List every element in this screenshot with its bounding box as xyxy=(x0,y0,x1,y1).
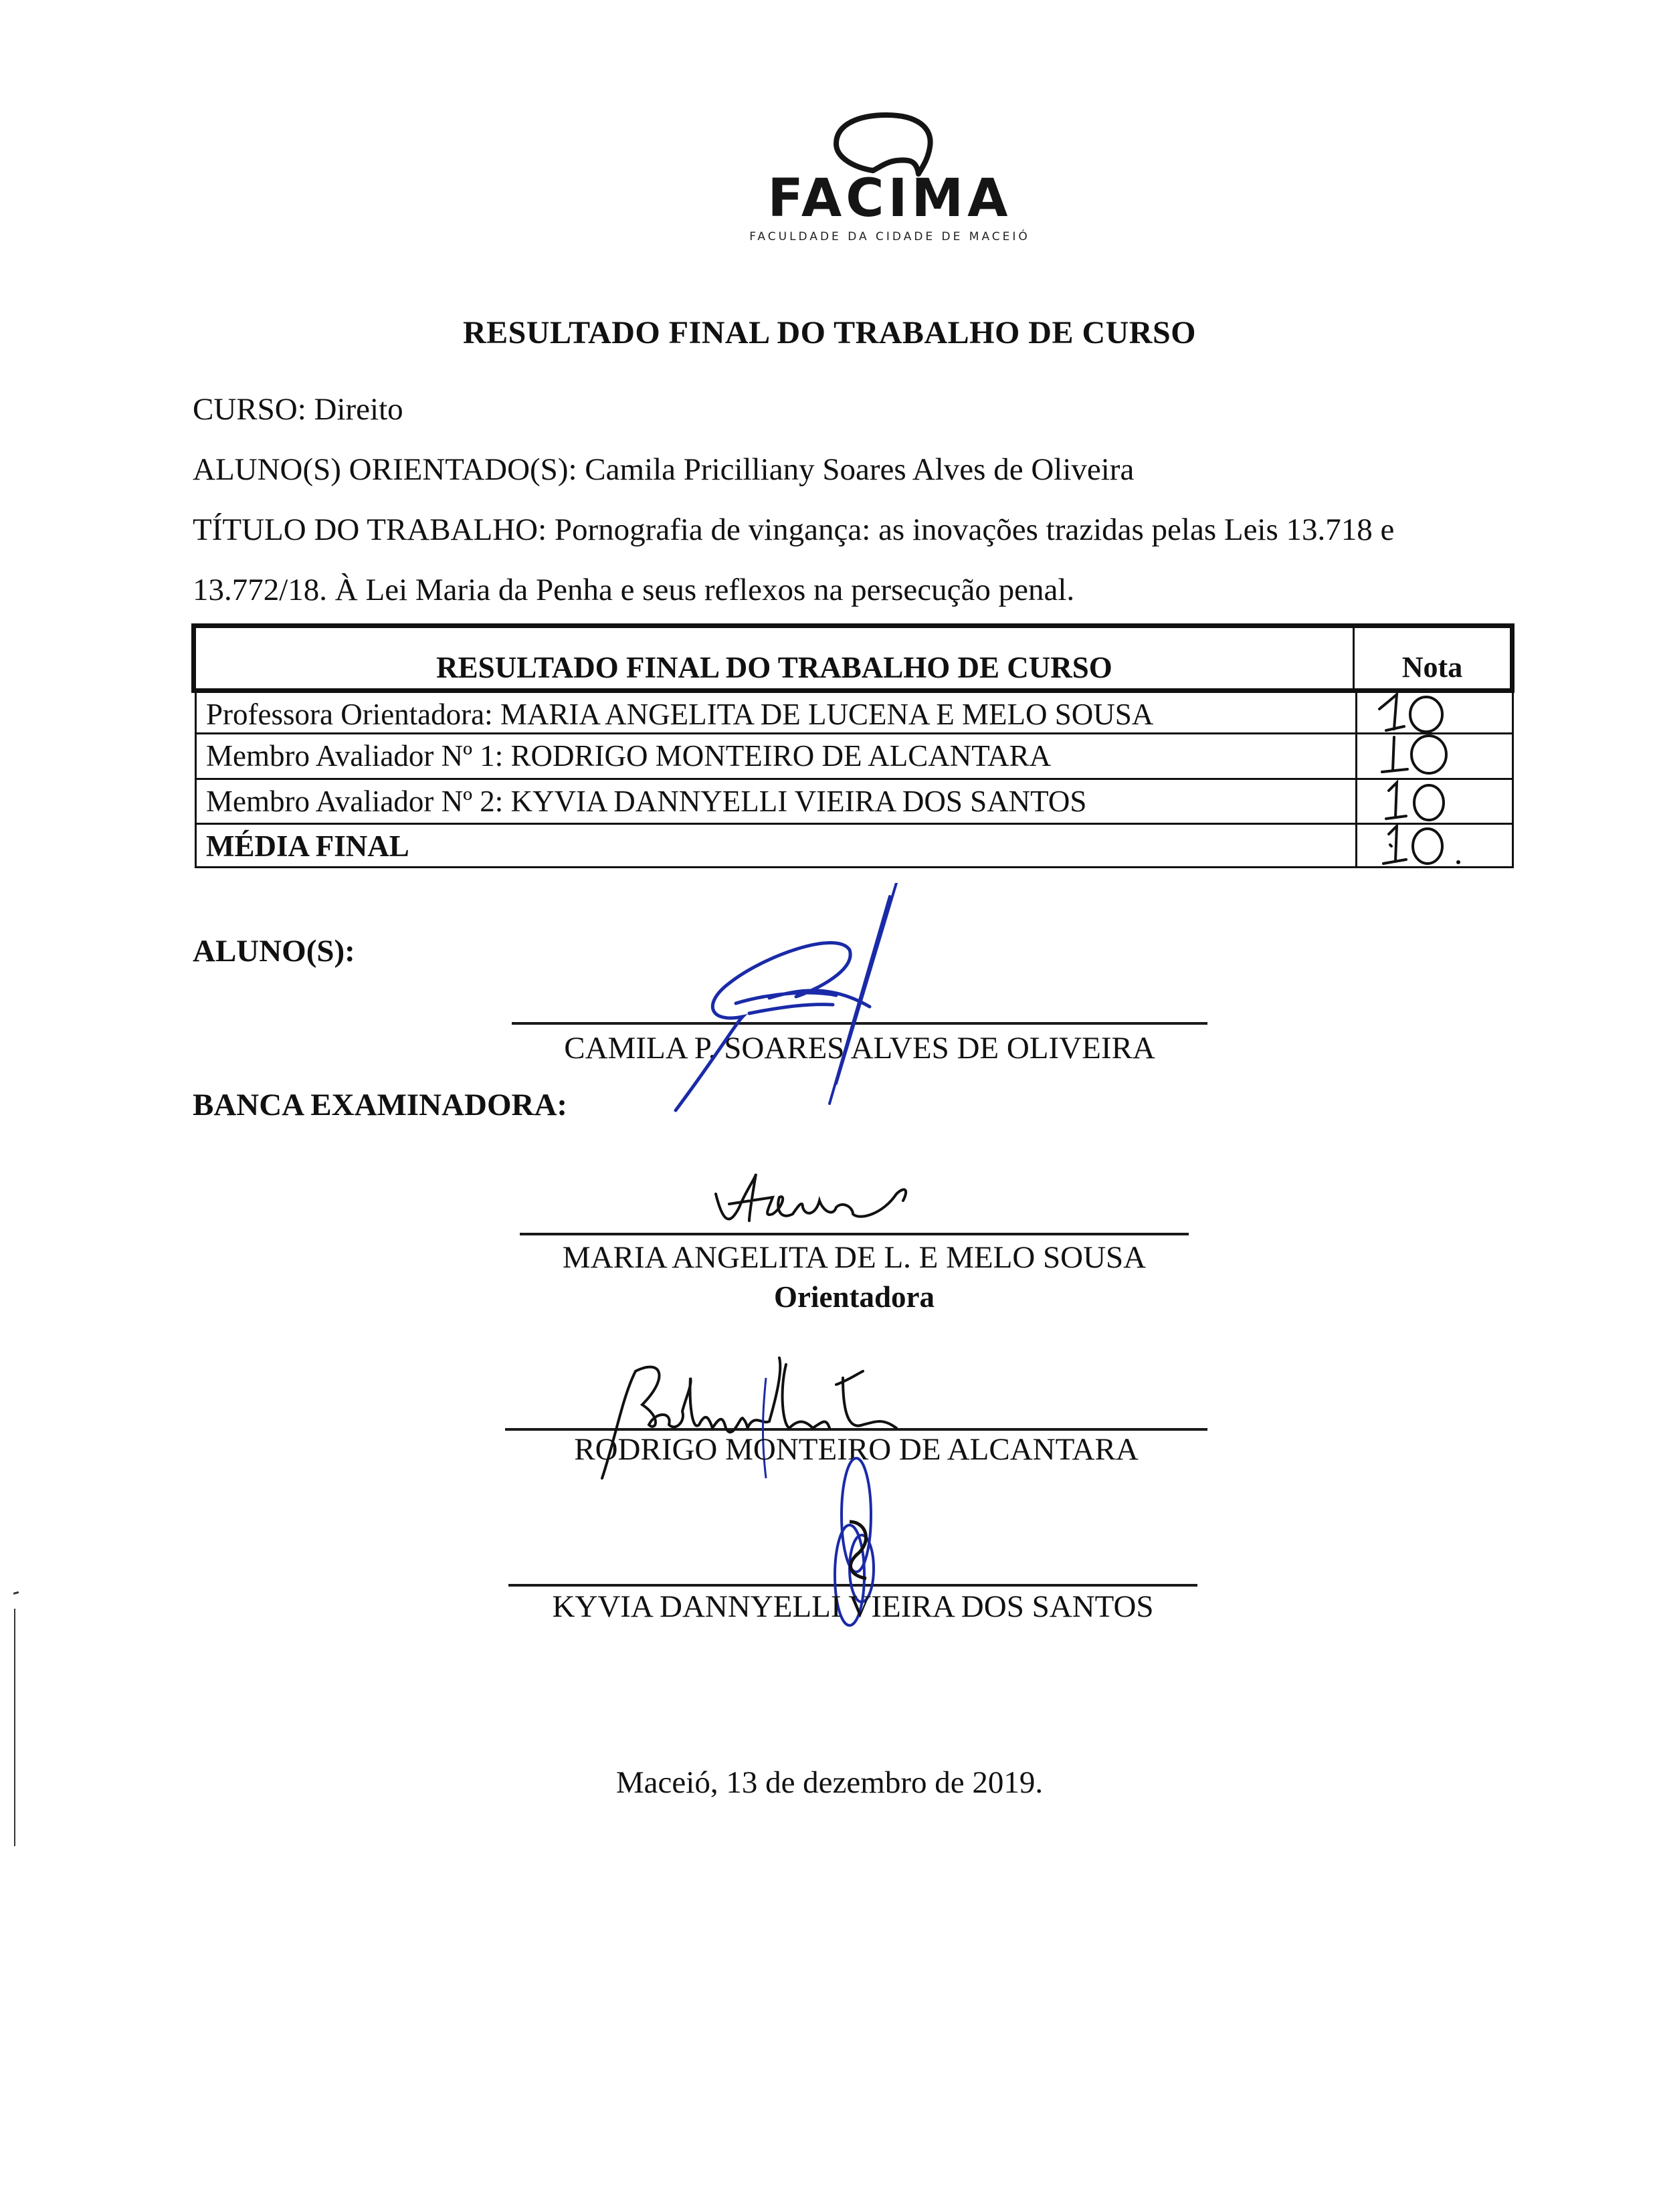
scan-artifact-mark xyxy=(13,1591,19,1595)
course-value: Direito xyxy=(314,392,403,427)
work-title-label: TÍTULO DO TRABALHO: xyxy=(193,512,547,547)
student-name: CAMILA P. SOARES ALVES DE OLIVEIRA xyxy=(564,1031,1155,1066)
course-label: CURSO: xyxy=(193,392,306,427)
course-line xyxy=(193,391,403,427)
table-row xyxy=(195,780,1514,825)
table-row xyxy=(195,734,1514,780)
advisor-signature xyxy=(709,1167,950,1234)
examining-board-label: BANCA EXAMINADORA: xyxy=(193,1088,568,1122)
student-signature xyxy=(636,883,1050,1124)
column-divider xyxy=(1355,734,1357,778)
handwritten-grade xyxy=(1374,821,1494,862)
results-table xyxy=(191,623,1515,868)
scan-artifact-line xyxy=(14,1609,15,1846)
facima-logo xyxy=(709,107,1057,247)
column-divider xyxy=(1355,780,1357,823)
handwritten-grade xyxy=(1374,776,1494,819)
examiner2-name: KYVIA DANNYELLI VIEIRA DOS SANTOS xyxy=(552,1589,1154,1624)
students-label: ALUNO(S) ORIENTADO(S): xyxy=(193,452,577,487)
work-title-line-1 xyxy=(193,512,1394,548)
logo-wordmark: FACIMA xyxy=(767,169,1012,229)
results-table-header-grade: Nota xyxy=(1401,651,1463,684)
column-divider xyxy=(1355,825,1357,866)
logo-subtitle: FACULDADE DA CIDADE DE MACEIÓ xyxy=(749,230,1030,243)
row-label: MÉDIA FINAL xyxy=(206,829,409,863)
advisor-name: MARIA ANGELITA DE L. E MELO SOUSA xyxy=(562,1240,1147,1275)
results-table-header-title: RESULTADO FINAL DO TRABALHO DE CURSO xyxy=(196,628,1355,688)
students-value: Camila Pricilliany Soares Alves de Oliveira xyxy=(585,452,1135,487)
table-row xyxy=(195,693,1514,734)
results-table-header xyxy=(191,623,1515,693)
row-label: Membro Avaliador Nº 2: KYVIA DANNYELLI VIEIRA DOS SANTOS xyxy=(206,785,1087,818)
students-signature-label: ALUNO(S): xyxy=(193,934,355,969)
row-label: Membro Avaliador Nº 1: RODRIGO MONTEIRO DE ALCANTARA xyxy=(206,739,1052,773)
examiner1-name: RODRIGO MONTEIRO DE ALCANTARA xyxy=(574,1432,1139,1467)
advisor-role: Orientadora xyxy=(774,1280,935,1314)
place-and-date: Maceió, 13 de dezembro de 2019. xyxy=(615,1765,1044,1800)
students-line xyxy=(193,451,1134,488)
work-title-value-1: Pornografia de vingança: as inovações trazidas pelas Leis 13.718 e xyxy=(554,512,1395,547)
document-title: RESULTADO FINAL DO TRABALHO DE CURSO xyxy=(462,315,1196,350)
work-title-line-2: 13.772/18. À Lei Maria da Penha e seus reflexos na persecução penal. xyxy=(193,573,1075,607)
handwritten-grade xyxy=(1374,689,1494,728)
handwritten-grade xyxy=(1374,730,1494,774)
column-divider xyxy=(1355,693,1357,732)
row-label: Professora Orientadora: MARIA ANGELITA DE LUCENA E MELO SOUSA xyxy=(206,698,1154,731)
table-row xyxy=(195,825,1514,868)
